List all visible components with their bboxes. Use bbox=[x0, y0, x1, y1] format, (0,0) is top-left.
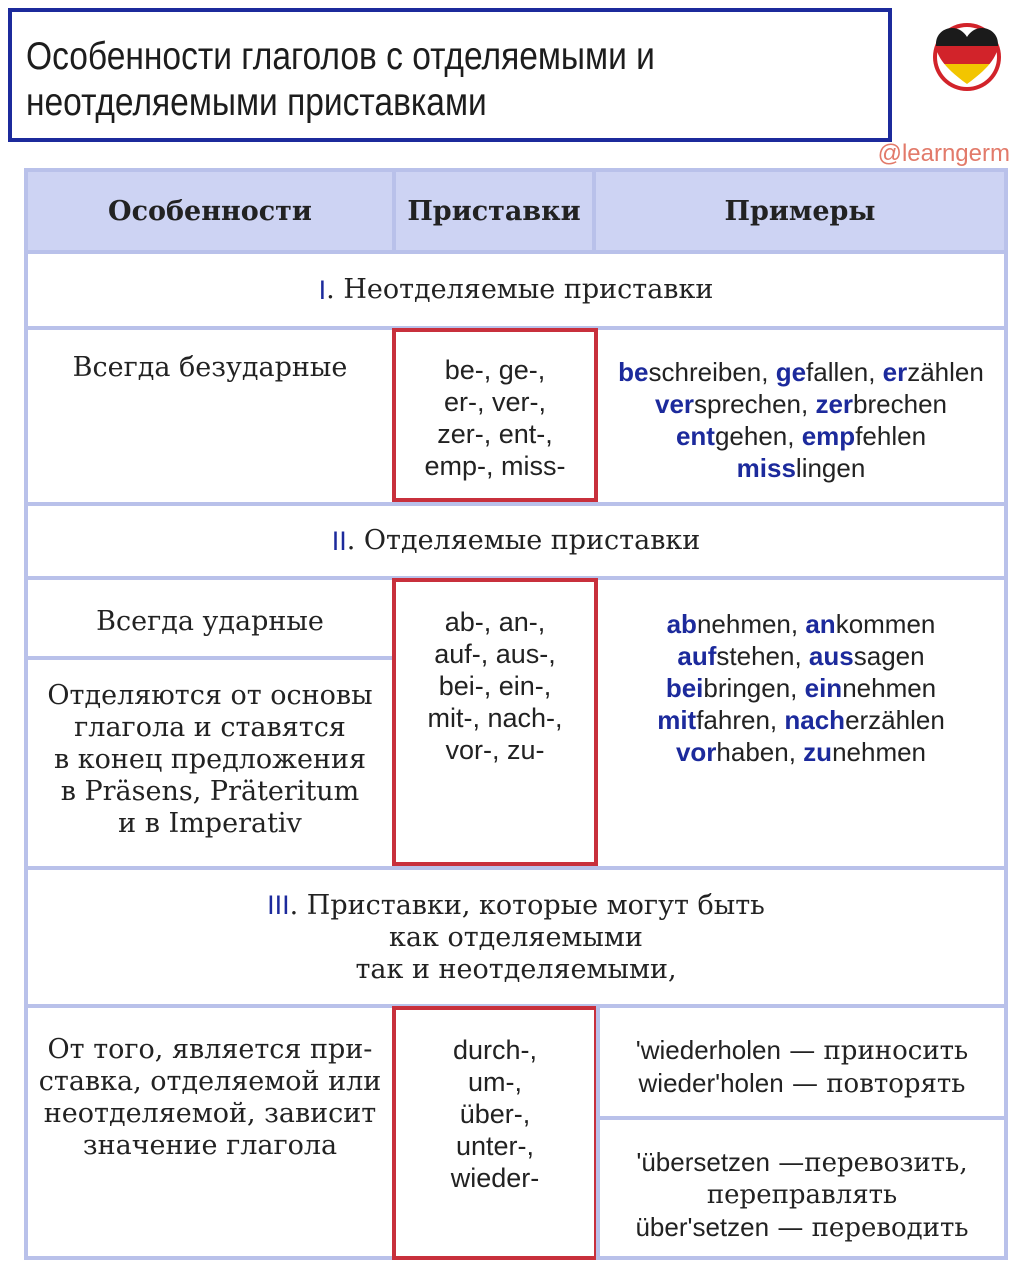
header-divider bbox=[592, 172, 596, 250]
example-stem: haben, bbox=[716, 737, 804, 767]
example-stem: nehmen bbox=[832, 737, 927, 767]
example-prefix: an bbox=[805, 609, 836, 639]
example-prefix: be bbox=[618, 357, 649, 387]
example-line bbox=[598, 452, 1004, 484]
example-line bbox=[598, 420, 1004, 452]
example-line bbox=[598, 388, 1004, 420]
pair-word: 'übersetzen bbox=[636, 1147, 770, 1177]
example-stem: erzählen bbox=[845, 705, 945, 735]
german-flag-heart-icon bbox=[932, 22, 1002, 92]
prefix-table bbox=[24, 168, 1008, 1260]
pair-translation: переправлять bbox=[706, 1180, 898, 1210]
example-stem: schreiben, bbox=[648, 357, 776, 387]
example-stem: nehmen bbox=[842, 673, 937, 703]
prefix-list-1 bbox=[392, 354, 598, 482]
feature-meaning bbox=[28, 1034, 392, 1162]
example-prefix: ein bbox=[804, 673, 843, 703]
section-title-line: . Приставки, которые могут быть bbox=[289, 889, 765, 921]
prefix-line: emp-, miss- bbox=[424, 451, 566, 481]
prefix-line: zer-, ent-, bbox=[437, 419, 553, 449]
feature-stressed: Всегда ударные bbox=[96, 606, 324, 637]
pair-translation: — приносить bbox=[780, 1036, 969, 1066]
row-divider bbox=[598, 1116, 1004, 1120]
header-divider bbox=[392, 172, 396, 250]
example-line bbox=[598, 736, 1004, 768]
example-line bbox=[598, 704, 1004, 736]
pair-translation: — переводить bbox=[769, 1213, 969, 1243]
example-prefix: er bbox=[882, 357, 908, 387]
page-title: Особенности глаголов с отделяемыми и неотделяемыми приставками bbox=[26, 35, 655, 124]
example-prefix: mit bbox=[657, 705, 697, 735]
example-prefix: ver bbox=[655, 389, 695, 419]
example-stem: sprechen, bbox=[694, 389, 816, 419]
examples-list-1 bbox=[598, 356, 1004, 484]
example-prefix: ge bbox=[775, 357, 807, 387]
example-stem: fehlen bbox=[855, 421, 927, 451]
header-features: Особенности bbox=[28, 172, 392, 250]
example-stem: lingen bbox=[795, 453, 866, 483]
example-stem: nehmen, bbox=[696, 609, 806, 639]
example-prefix: vor bbox=[675, 737, 717, 767]
feature-line: Отделяются от основы bbox=[47, 680, 373, 711]
example-stem: sagen bbox=[853, 641, 925, 671]
feature-line: в Präsens, Präteritum bbox=[60, 776, 360, 807]
section-title-2 bbox=[28, 506, 1004, 576]
prefix-line: be-, ge-, bbox=[444, 355, 546, 385]
example-stem: stehen, bbox=[716, 641, 809, 671]
example-prefix: miss bbox=[736, 453, 796, 483]
feature-line: ставка, отделяемой или bbox=[38, 1066, 382, 1097]
example-prefix: nach bbox=[784, 705, 846, 735]
example-stem: fahren, bbox=[696, 705, 785, 735]
header-prefixes: Приставки bbox=[396, 172, 592, 250]
pair-translation: — повторять bbox=[783, 1069, 966, 1099]
watermark: @learngerm bbox=[877, 140, 1010, 167]
prefix-list-2 bbox=[392, 606, 598, 766]
example-prefix: aus bbox=[808, 641, 854, 671]
section-title-text: . Неотделяемые приставки bbox=[326, 274, 714, 305]
prefix-line: auf-, aus-, bbox=[434, 639, 556, 669]
section-title-1 bbox=[28, 254, 1004, 326]
row-divider bbox=[28, 656, 392, 660]
feature-line: и в Imperativ bbox=[118, 808, 302, 839]
prefix-line: vor-, zu- bbox=[445, 735, 545, 765]
prefix-line: wieder- bbox=[450, 1163, 540, 1193]
example-prefix: bei bbox=[665, 673, 704, 703]
pair-word: wieder'holen bbox=[638, 1068, 784, 1098]
pair-word: über'setzen bbox=[635, 1212, 770, 1242]
pair-word: 'wiederholen bbox=[635, 1035, 781, 1065]
feature-line: в конец предложения bbox=[54, 744, 366, 775]
feature-separated bbox=[28, 680, 392, 840]
section-number: III bbox=[267, 889, 290, 920]
section-title-3 bbox=[28, 870, 1004, 1004]
section-title-line: так и неотделяемыми, bbox=[355, 953, 677, 985]
example-line bbox=[598, 356, 1004, 388]
prefix-line: ab-, an-, bbox=[444, 607, 546, 637]
title-box bbox=[8, 8, 892, 142]
section-title-line: как отделяемыми bbox=[389, 921, 643, 953]
example-line bbox=[598, 640, 1004, 672]
prefix-line: um-, bbox=[468, 1067, 522, 1097]
example-prefix: emp bbox=[801, 421, 856, 451]
example-line bbox=[598, 608, 1004, 640]
example-stem: kommen bbox=[835, 609, 936, 639]
feature-unstressed: Всегда безударные bbox=[72, 352, 348, 383]
example-prefix: zu bbox=[803, 737, 833, 767]
feature-line: От того, является при- bbox=[47, 1034, 373, 1065]
prefix-line: unter-, bbox=[455, 1131, 535, 1161]
feature-line: неотделяемой, зависит bbox=[43, 1098, 377, 1129]
example-line bbox=[598, 672, 1004, 704]
example-prefix: zer bbox=[815, 389, 854, 419]
example-stem: brechen bbox=[853, 389, 947, 419]
prefix-line: mit-, nach-, bbox=[427, 703, 563, 733]
feature-line: значение глагола bbox=[82, 1130, 338, 1161]
section-number: I bbox=[318, 275, 327, 305]
pair-translation: —перевозить, bbox=[769, 1148, 968, 1178]
feature-line: глагола и ставятся bbox=[74, 712, 346, 743]
example-prefix: auf bbox=[677, 641, 717, 671]
pair-uebersetzen bbox=[600, 1146, 1004, 1244]
example-stem: zählen bbox=[907, 357, 984, 387]
example-prefix: ent bbox=[675, 421, 715, 451]
prefix-line: er-, ver-, bbox=[443, 387, 546, 417]
prefix-line: durch-, bbox=[452, 1035, 538, 1065]
section-title-text: . Отделяемые приставки bbox=[346, 525, 701, 556]
example-prefix: ab bbox=[666, 609, 697, 639]
example-stem: gehen, bbox=[714, 421, 802, 451]
prefix-list-3 bbox=[392, 1034, 598, 1194]
header-examples: Примеры bbox=[596, 172, 1004, 250]
section-number: II bbox=[331, 526, 347, 556]
pair-wiederholen bbox=[600, 1034, 1004, 1100]
example-stem: fallen, bbox=[806, 357, 883, 387]
prefix-line: über-, bbox=[459, 1099, 531, 1129]
prefix-line: bei-, ein-, bbox=[438, 671, 552, 701]
example-stem: bringen, bbox=[703, 673, 805, 703]
examples-list-2 bbox=[598, 608, 1004, 768]
